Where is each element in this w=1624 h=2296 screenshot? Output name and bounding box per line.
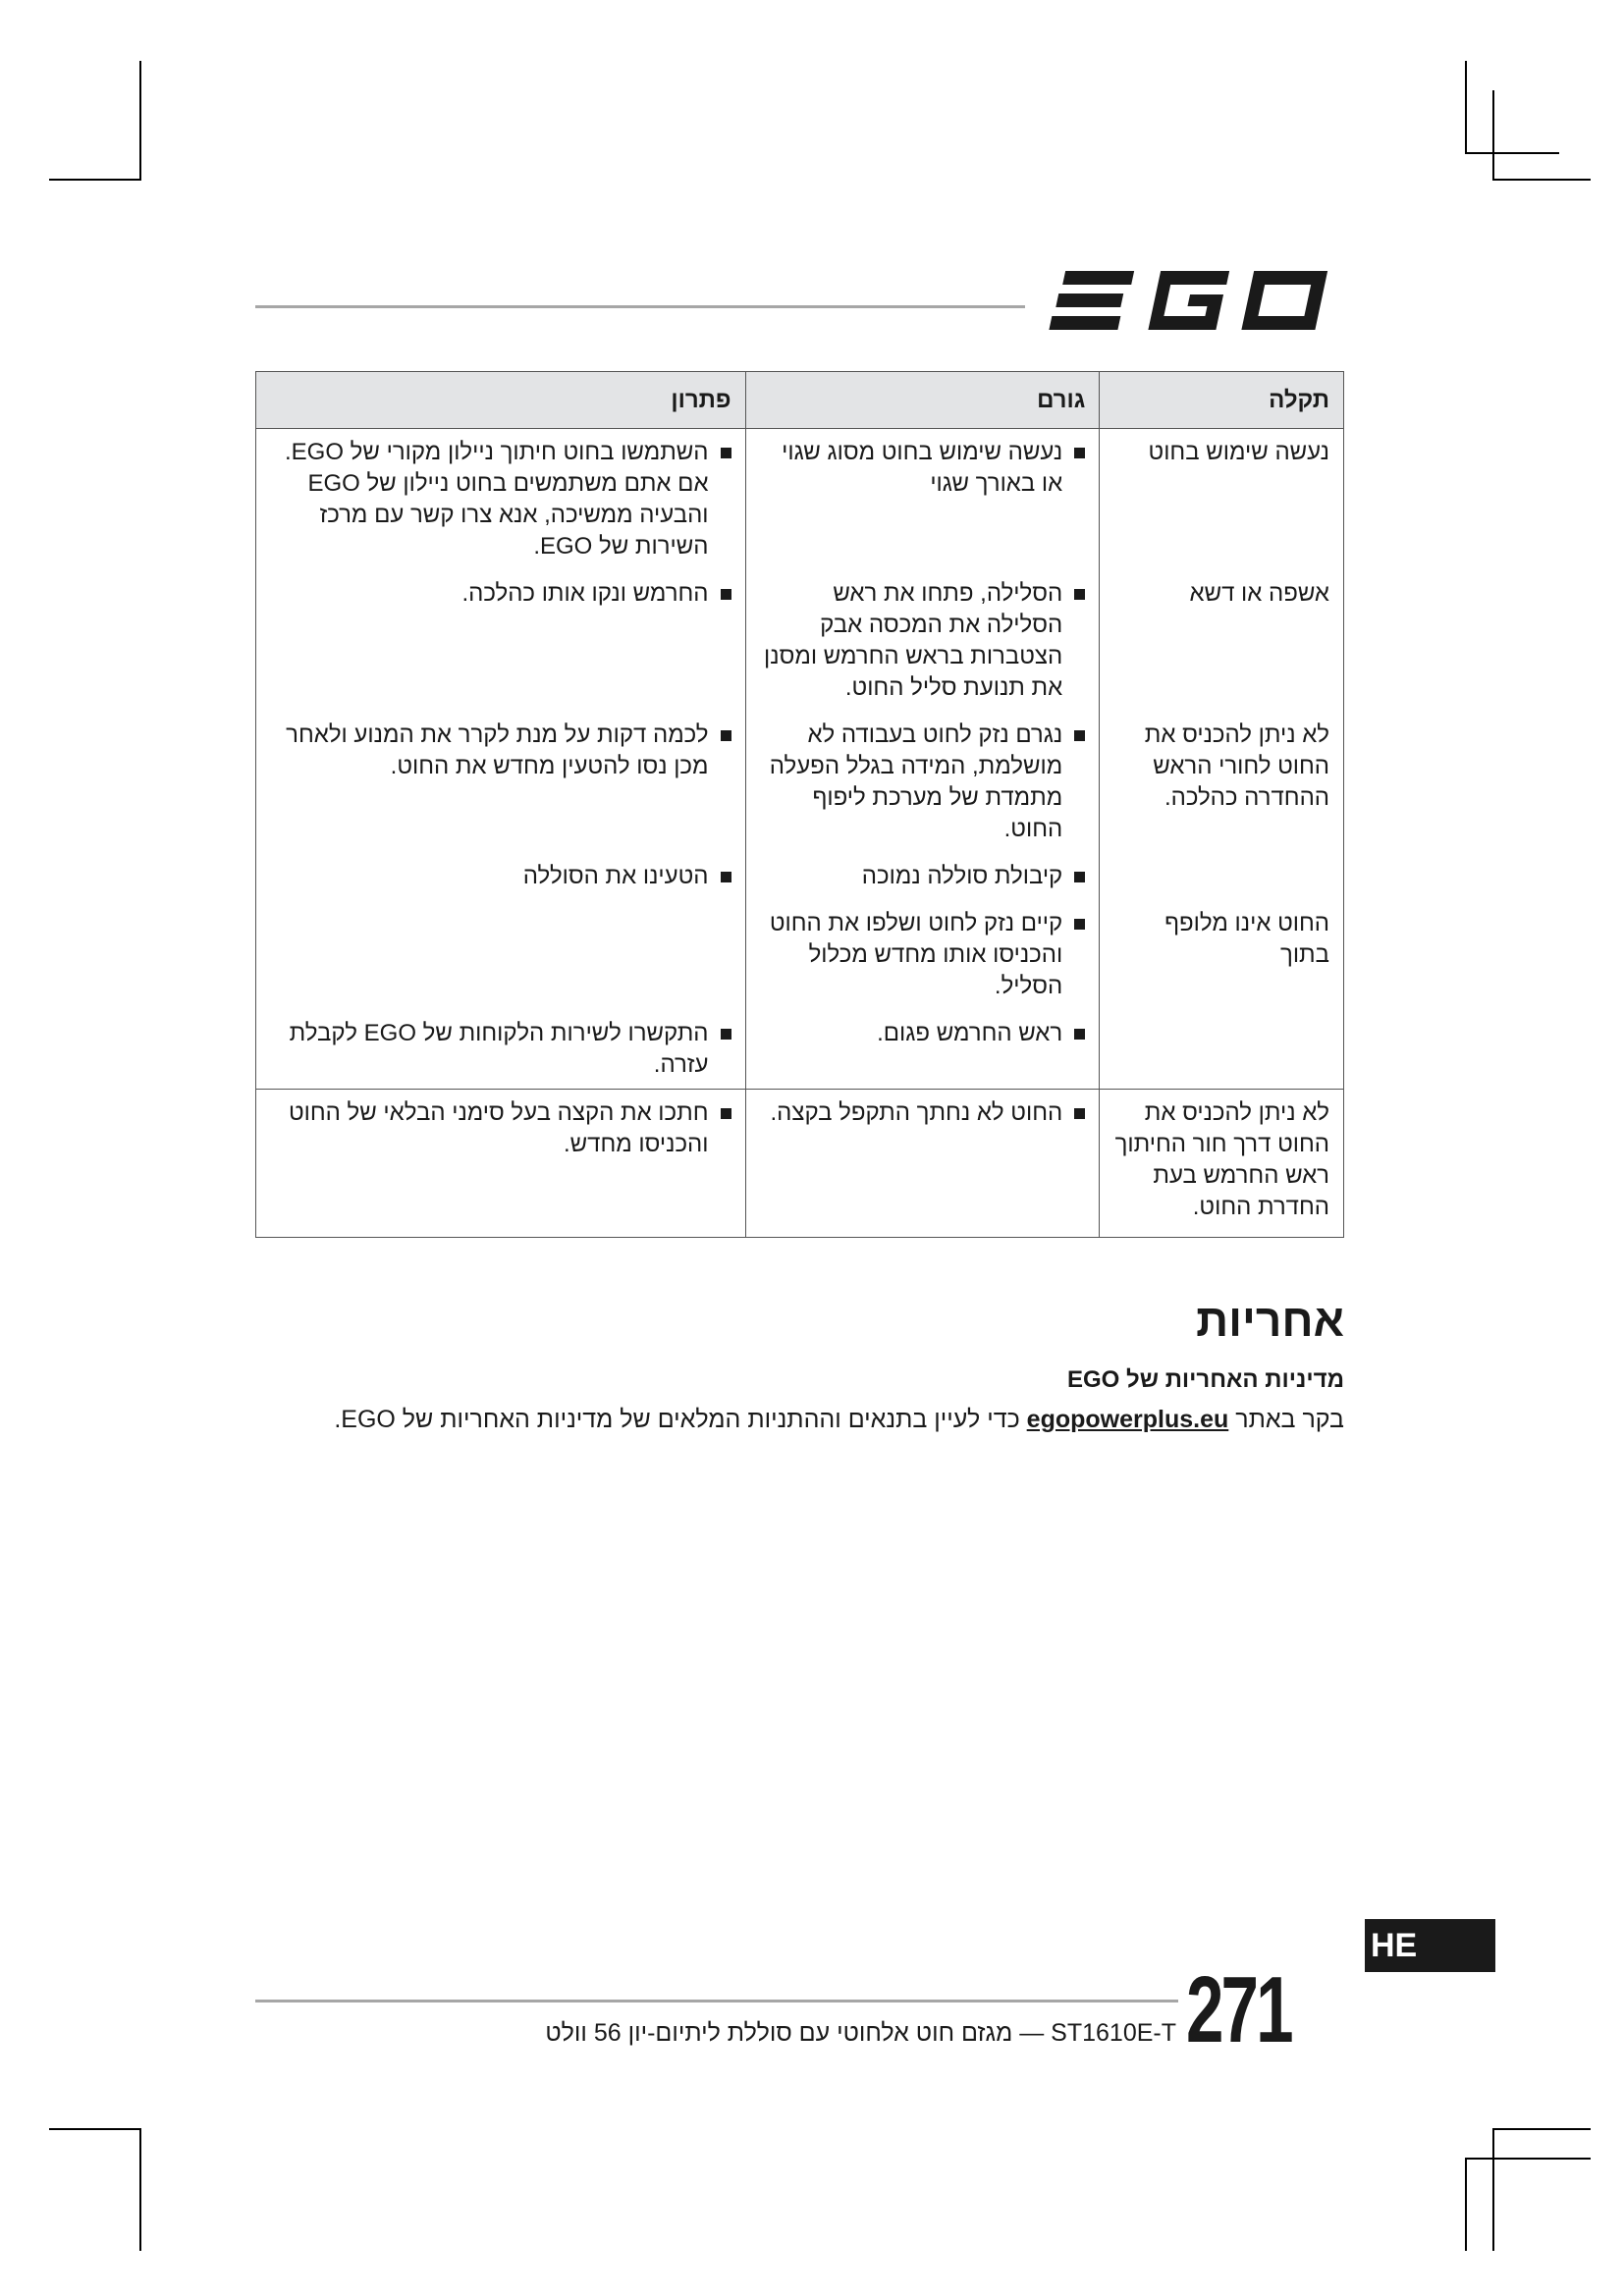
warranty-paragraph [334,1406,1344,1434]
warranty-heading: אחריות [1196,1295,1344,1346]
crop-mark [1492,90,1494,181]
solution-cell: הטעינו את הסוללה [522,863,709,889]
symptom-cell: לא ניתן להכניס את החוט דרך חור החיתוך ראש החרמש בעת החדרת החוט. [1114,1099,1329,1220]
table-row [256,570,1344,712]
cause-cell: קיים נזק לחוט ושלפו את החוט והכניסו אותו מחדש מכלול הסליל. [769,910,1063,999]
symptom-cell: החוט אינו מלופף בתוך [1164,910,1329,968]
cause-cell: נגרם נזק לחוט בעבודה לא מושלמת, המידה בגלל הפעלה מתמדת של מערכת ליפוף החוט. [769,721,1063,842]
crop-mark [1465,152,1559,154]
symptom-cell: לא ניתן להכניס את החוט לחורי הראש ההחדרה כהלכה. [1144,721,1329,811]
crop-mark [1492,2128,1591,2130]
cause-cell: ראש החרמש פגום. [877,1020,1063,1046]
header-cause: גורם [745,372,1100,429]
cause-cell: קיבולת סוללה נמוכה [861,863,1063,889]
bullet-icon [1074,730,1085,741]
bullet-icon [1074,919,1085,930]
crop-mark [1465,2158,1591,2160]
bullet-icon [721,1029,731,1040]
crop-mark [1492,179,1591,181]
crop-mark [1492,2128,1494,2251]
crop-mark [139,61,141,179]
bullet-icon [721,448,731,458]
warranty-text-after: כדי לעיין בתנאים וההתניות המלאים של מדיניות האחריות של EGO. [334,1406,1020,1433]
symptom-cell: אשפה או דשא [1189,580,1329,607]
troubleshooting-table [255,371,1344,1238]
solution-cell: חתכו את הקצה בעל סימני הבלאי של החוט והכניסו מחדש. [288,1099,709,1157]
crop-mark [139,2128,141,2251]
warranty-text-before: בקר באתר [1235,1406,1344,1433]
bullet-icon [721,730,731,741]
table-header-row [256,372,1344,429]
table-row [256,429,1344,571]
symptom-cell: נעשה שימוש בחוט [1148,439,1329,465]
bullet-icon [721,872,731,882]
bullet-icon [1074,1108,1085,1119]
bullet-icon [1074,1029,1085,1040]
bullet-icon [721,1108,731,1119]
crop-mark [49,2128,141,2130]
header-symptom: תקלה [1100,372,1344,429]
table-row [256,1090,1344,1238]
cause-cell: הסלילה, פתחו את ראש הסלילה את המכסה אבק הצטברות בראש החרמש ומסנן את תנועת סליל החוט. [764,580,1063,701]
cause-cell: נעשה שימוש בחוט מסוג שגוי או באורך שגוי [782,439,1063,497]
bullet-icon [1074,872,1085,882]
table-row [256,853,1344,900]
footer-doc-title: ST1610E-T — מגזם חוט אלחוטי עם סוללת ליתיום-יון 56 וולט [545,2019,1176,2047]
footer-rule [255,2000,1178,2002]
warranty-link[interactable]: egopowerplus.eu [1026,1406,1229,1433]
warranty-subheading: מדיניות האחריות של EGO [1066,1366,1344,1393]
solution-cell: התקשרו לשירות הלקוחות של EGO לקבלת עזרה. [289,1020,709,1078]
table-row [256,900,1344,1010]
bullet-icon [1074,589,1085,600]
ego-logo [1049,267,1346,339]
language-badge: HE [1365,1919,1495,1972]
solution-cell: החרמש ונקו אותו כהלכה. [461,580,709,607]
crop-mark [1465,61,1467,154]
table-row [256,1010,1344,1090]
crop-mark [1465,2158,1467,2251]
crop-mark [49,179,141,181]
bullet-icon [1074,448,1085,458]
page-number: 271 [1186,1957,1291,2062]
header-solution: פתרון [256,372,746,429]
header-rule [255,305,1025,308]
cause-cell: החוט לא נחתך התקפל בקצה. [770,1099,1063,1126]
solution-cell: לכמה דקות על מנת לקרר את המנוע ולאחר מכן נסו להטעין מחדש את החוט. [286,721,709,779]
bullet-icon [721,589,731,600]
solution-cell: השתמשו בחוט חיתוך ניילון מקורי של EGO. אם אתם משתמשים בחוט ניילון של EGO והבעיה ממשיכה, אנא צרו קשר עם מרכז השירות של EGO. [285,439,709,560]
table-row [256,712,1344,853]
